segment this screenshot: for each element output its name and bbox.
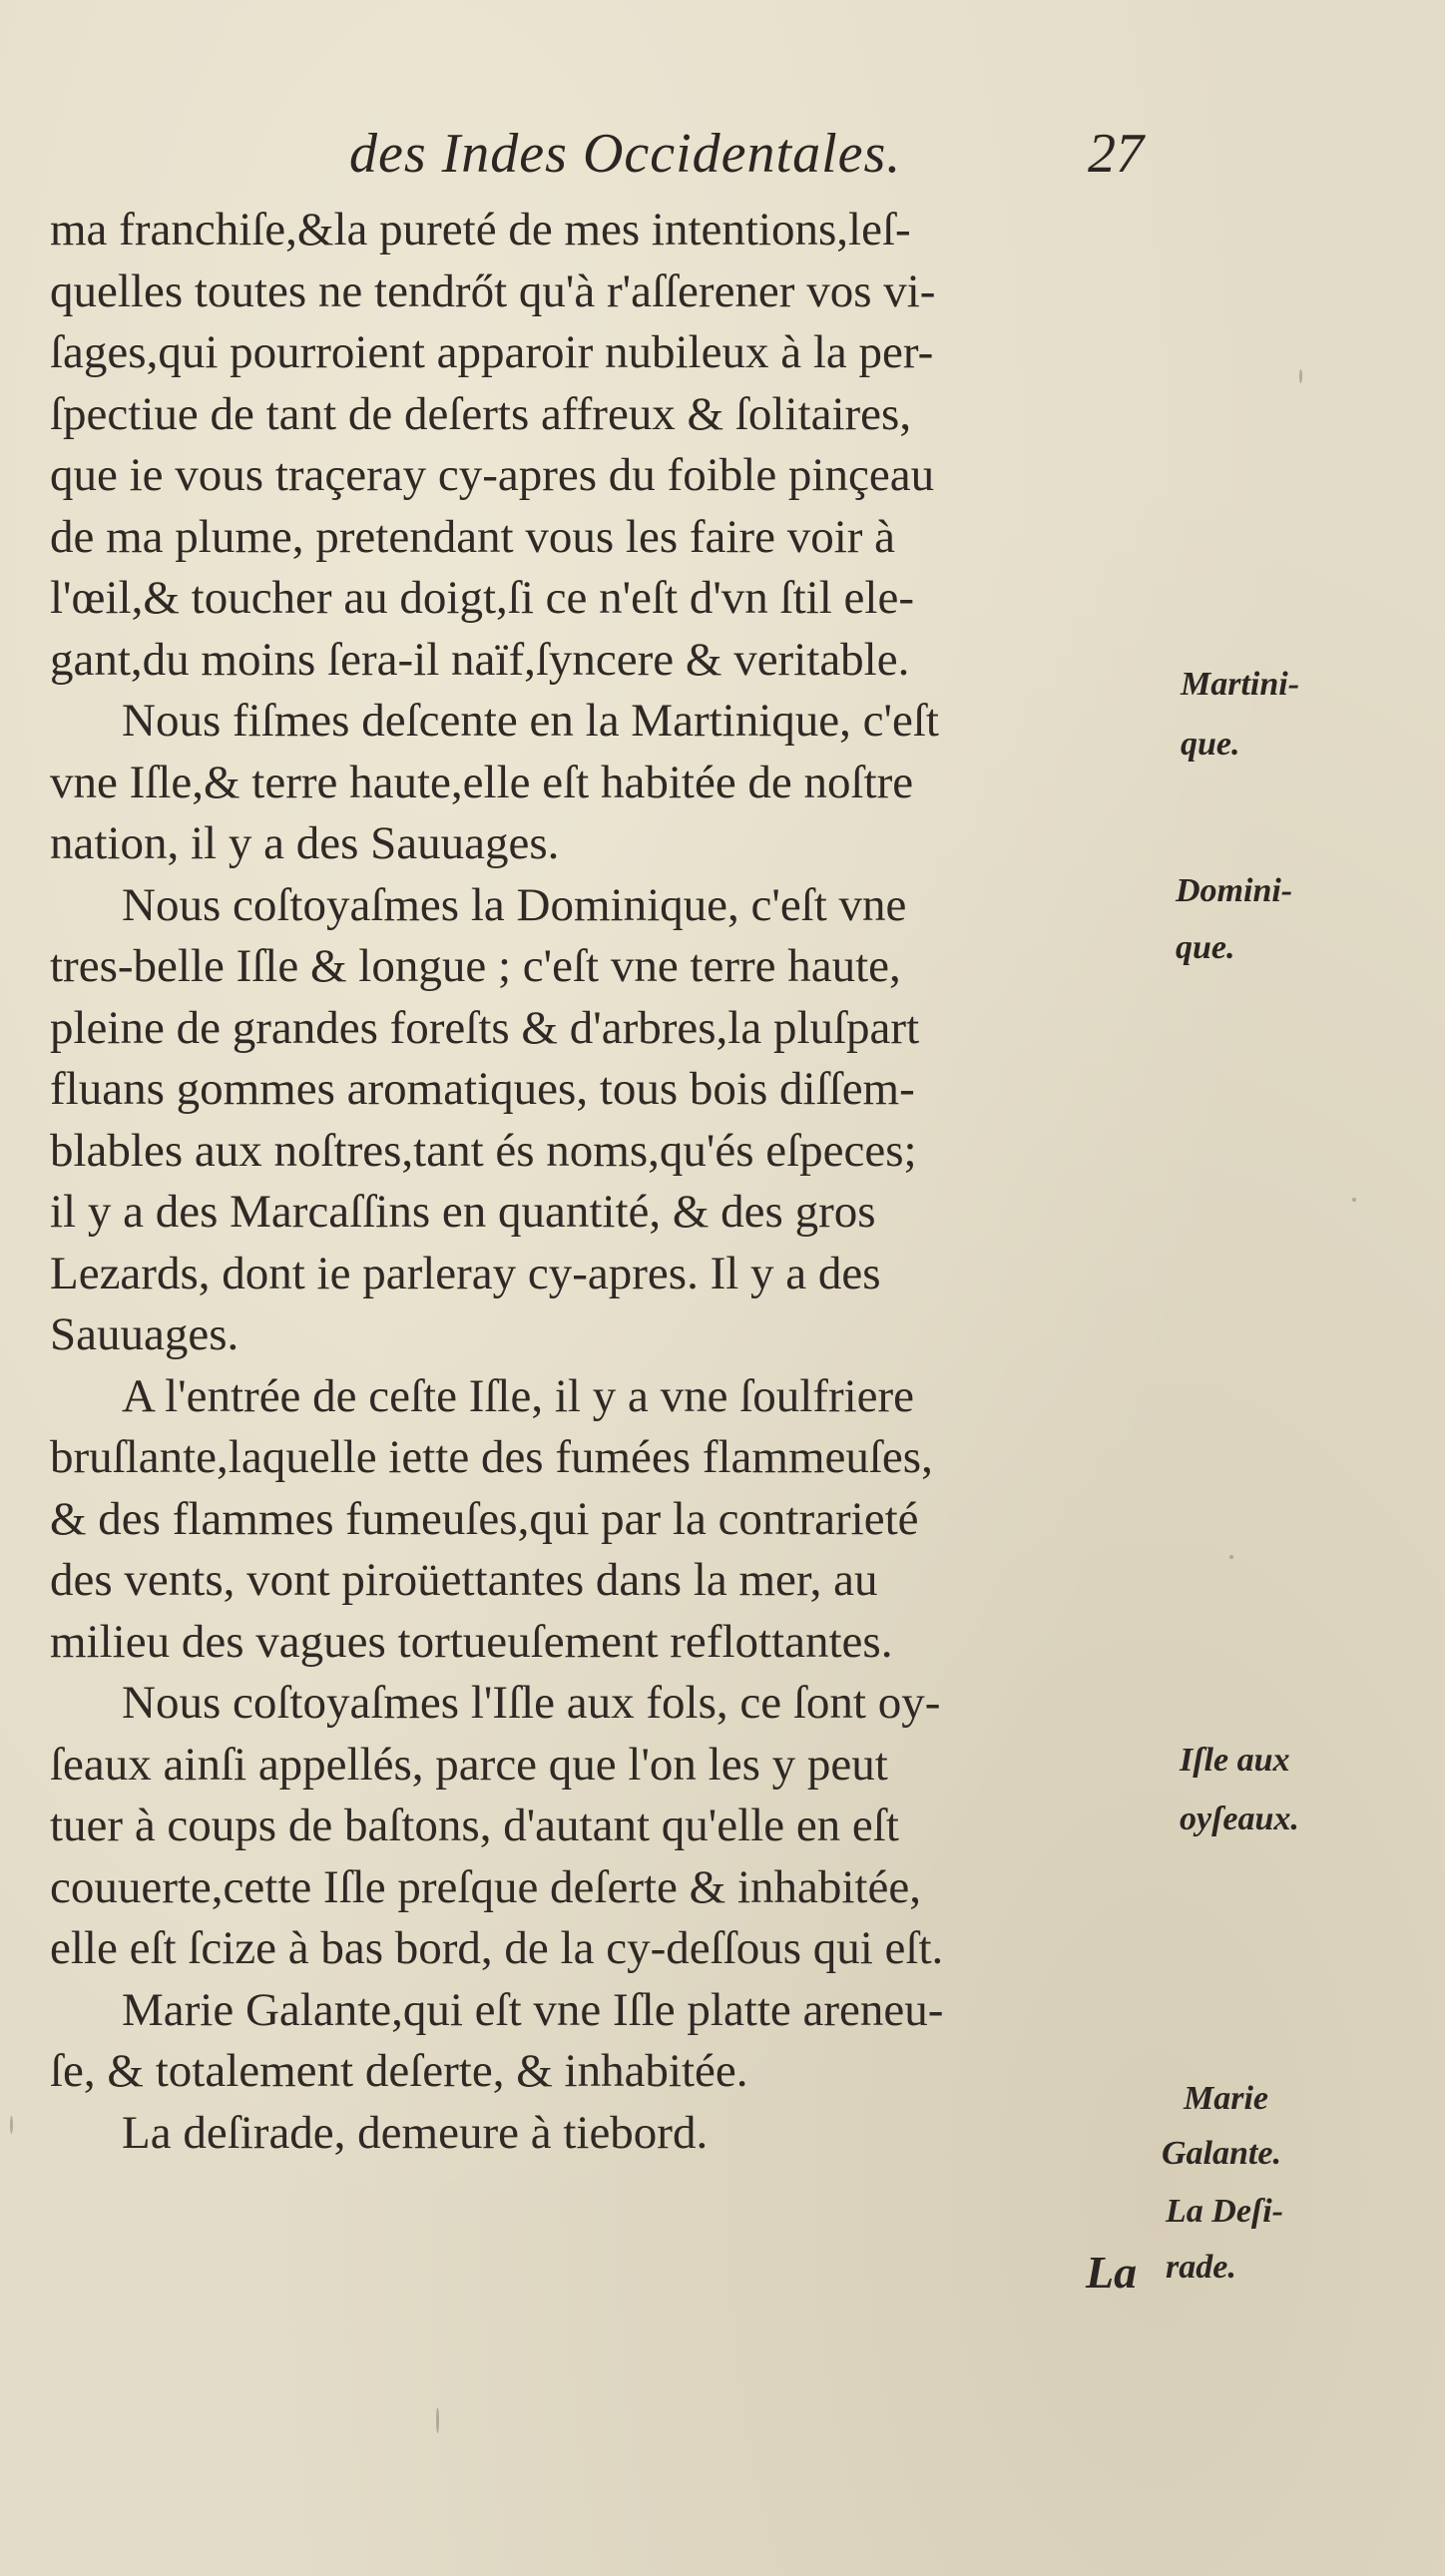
- paper-speck: [436, 2407, 439, 2433]
- text-line: nation, il y a des Sauuages.: [50, 817, 560, 869]
- margin-note-marie-galante-1: Marie: [1184, 2080, 1268, 2117]
- body-text: [50, 200, 1178, 2164]
- text-line: Nous fiſmes deſcente en la Martinique, c'eſt: [122, 695, 939, 747]
- text-line: A l'entrée de ceſte Iſle, il y a vne ſoulfriere: [122, 1369, 915, 1422]
- paper-speck: [1299, 369, 1302, 383]
- margin-note-dominique-1: Domini-: [1176, 872, 1293, 909]
- text-line: ſages,qui pourroient apparoir nubileux à la per-: [50, 326, 934, 378]
- margin-note-marie-galante-2: Galante.: [1162, 2135, 1281, 2172]
- catchword: La: [1086, 2247, 1138, 2298]
- text-line: des vents, vont piroüettantes dans la mer, au: [50, 1554, 878, 1606]
- text-line: La deſirade, demeure à tiebord.: [122, 2106, 709, 2159]
- text-line: de ma plume, pretendant vous les faire voir à: [50, 510, 896, 563]
- text-line: pleine de grandes foreſts & d'arbres,la pluſpart: [50, 1001, 920, 1054]
- margin-note-desirade-2: rade.: [1166, 2249, 1236, 2286]
- text-line: vne Iſle,& terre haute,elle eſt habitée de noſtre: [50, 756, 914, 808]
- text-line: tuer à coups de baſtons, d'autant qu'elle en eſt: [50, 1800, 899, 1851]
- text-line: milieu des vagues tortueuſement reflottantes.: [50, 1615, 893, 1668]
- margin-note-martinique-2: que.: [1181, 726, 1240, 763]
- text-line: Sauuages.: [50, 1308, 240, 1360]
- text-line: il y a des Marcaſſins en quantité, & des gros: [50, 1186, 876, 1238]
- paper-speck: [1352, 1198, 1356, 1202]
- text-line: blables aux noſtres,tant és noms,qu'és eſpeces;: [50, 1124, 917, 1177]
- text-line: tres-belle Iſle & longue ; c'eſt vne terre haute,: [50, 940, 901, 992]
- text-line: ſeaux ainſi appellés, parce que l'on les y peut: [50, 1738, 888, 1791]
- margin-note-martinique-1: Martini-: [1181, 666, 1300, 703]
- text-line: Nous coſtoyaſmes la Dominique, c'eſt vne: [122, 878, 907, 931]
- paper-speck: [1229, 1555, 1233, 1559]
- paper-speck: [10, 2116, 13, 2134]
- text-line: ſe, & totalement deſerte, & inhabitée.: [50, 2045, 748, 2097]
- margin-note-desirade-1: La Deſi-: [1166, 2193, 1284, 2230]
- running-title: des Indes Occidentales.: [349, 123, 902, 185]
- page-number: 27: [1088, 123, 1144, 185]
- text-line: ma franchiſe,&la pureté de mes intentions,leſ-: [50, 204, 911, 256]
- text-line: Nous coſtoyaſmes l'Iſle aux fols, ce ſont oy-: [122, 1677, 941, 1729]
- text-line: gant,du moins ſera-il naïf,ſyncere & veritable.: [50, 633, 910, 686]
- text-line: & des flammes fumeuſes,qui par la contrarieté: [50, 1492, 919, 1545]
- text-line: ſpectiue de tant de deſerts affreux & ſolitaires,: [50, 387, 912, 440]
- text-line: Lezards, dont ie parleray cy-apres. Il y a des: [50, 1247, 881, 1299]
- text-line: quelles toutes ne tendrőt qu'à r'aſſerener vos vi-: [50, 264, 936, 317]
- margin-note-isle-aux-oyseaux-2: oyſeaux.: [1180, 1801, 1299, 1837]
- text-line: l'œil,& toucher au doigt,ſi ce n'eſt d'vn ſtil ele-: [50, 572, 914, 624]
- margin-note-dominique-2: que.: [1176, 929, 1235, 966]
- text-line: fluans gommes aromatiques, tous bois diſſem-: [50, 1063, 915, 1115]
- text-line: elle eſt ſcize à bas bord, de la cy-deſſous qui eſt.: [50, 1922, 944, 1974]
- margin-note-isle-aux-oyseaux-1: Iſle aux: [1180, 1742, 1290, 1779]
- text-line: bruſlante,laquelle iette des fumées flammeuſes,: [50, 1431, 933, 1483]
- text-line: couuerte,cette Iſle preſque deſerte & inhabitée,: [50, 1860, 921, 1913]
- text-line: Marie Galante,qui eſt vne Iſle platte areneu-: [122, 1983, 944, 2036]
- text-line: que ie vous traçeray cy-apres du foible pinçeau: [50, 449, 935, 501]
